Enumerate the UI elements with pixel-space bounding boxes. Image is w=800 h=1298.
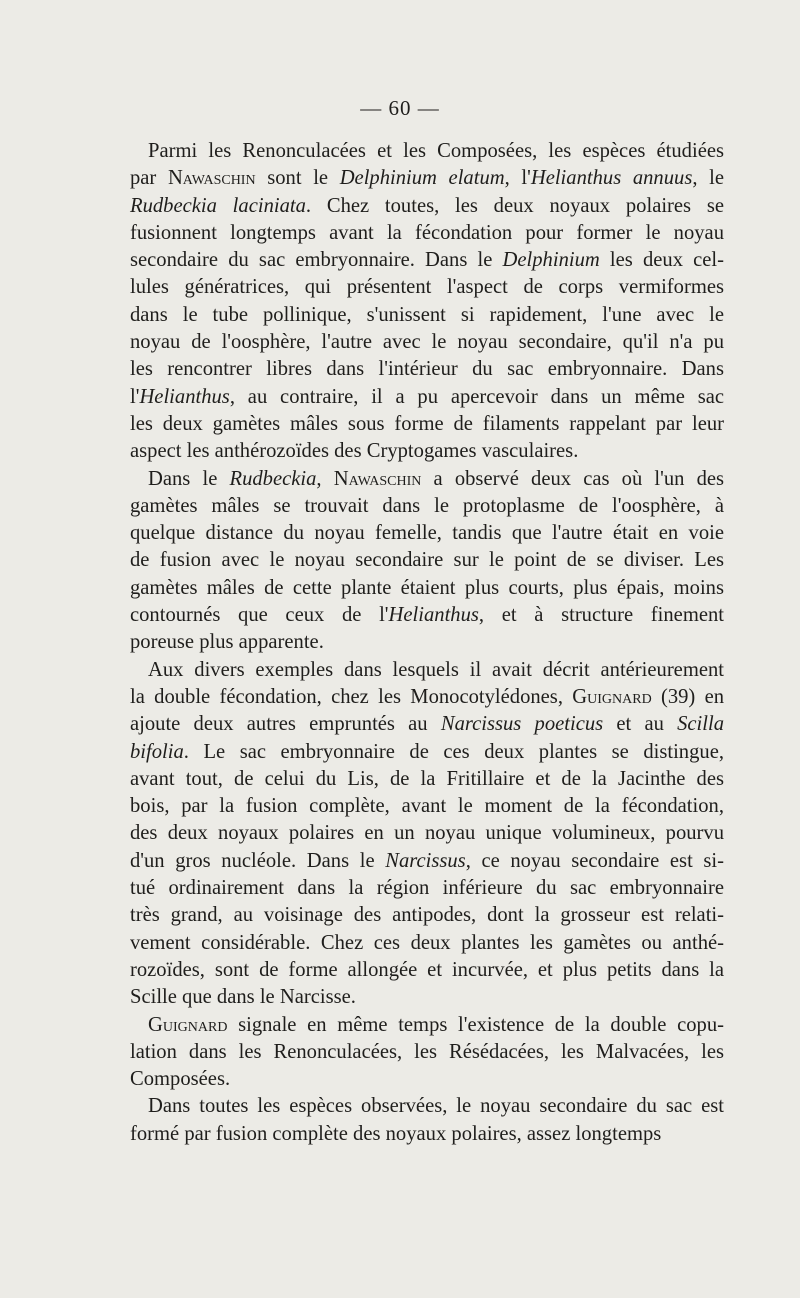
- text-line: de fusion avec le noyau secondaire sur le point de se diviser. Les: [130, 549, 724, 572]
- text-line: poreuse plus apparente.: [130, 631, 324, 654]
- text-line: Parmi les Renonculacées et les Composées, les espèces étudiées: [148, 140, 724, 162]
- text-line: très grand, au voisinage des antipodes, dont la grosseur est relati-: [130, 904, 724, 927]
- text-line: lation dans les Renonculacées, les Résédacées, les Malvacées, les: [130, 1040, 724, 1063]
- text-line: l'Helianthus, au contraire, il a pu apercevoir dans un même sac: [130, 385, 724, 408]
- text-line: dans le tube pollinique, s'unissent si rapidement, l'une avec le: [130, 303, 724, 326]
- text-line: tué ordinairement dans la région inférieure du sac embryonnaire: [130, 877, 724, 900]
- text-line: lules génératrices, qui présentent l'aspect de corps vermiformes: [130, 276, 724, 299]
- text-line: rozoïdes, sont de forme allongée et incurvée, et plus petits dans la: [130, 958, 724, 981]
- text-line: noyau de l'oosphère, l'autre avec le noyau secondaire, qu'il n'a pu: [130, 331, 724, 354]
- body-text: [130, 138, 724, 1148]
- text-line: Rudbeckia laciniata. Chez toutes, les deux noyaux polaires se: [130, 194, 724, 217]
- text-line: Composées.: [130, 1068, 231, 1091]
- text-line: fusionnent longtemps avant la fécondation pour former le noyau: [130, 221, 724, 244]
- text-line: la double fécondation, chez les Monocotylédones, Guignard (39) en: [130, 685, 725, 708]
- text-line: Aux divers exemples dans lesquels il avait décrit antérieurement: [148, 658, 724, 681]
- text-line: d'un gros nucléole. Dans le Narcissus, ce noyau secondaire est si-: [130, 849, 724, 872]
- text-line: Dans le Rudbeckia, Nawaschin a observé deux cas où l'un des: [148, 467, 725, 490]
- text-line: Scille que dans le Narcisse.: [130, 986, 356, 1009]
- page-number: — 60 —: [360, 96, 440, 120]
- text-line: vement considérable. Chez ces deux plantes les gamètes ou anthé-: [130, 931, 724, 954]
- text-line: ajoute deux autres empruntés au Narcissus poeticus et au Scilla: [130, 713, 725, 736]
- text-line: secondaire du sac embryonnaire. Dans le Delphinium les deux cel-: [130, 249, 724, 272]
- text-line: gamètes mâles se trouvait dans le protoplasme de l'oosphère, à: [130, 494, 724, 517]
- text-line: avant tout, de celui du Lis, de la Fritillaire et de la Jacinthe des: [130, 767, 724, 790]
- text-line: bois, par la fusion complète, avant le moment de la fécondation,: [130, 795, 724, 818]
- text-line: bifolia. Le sac embryonnaire de ces deux plantes se distingue,: [130, 740, 724, 763]
- text-line: contournés que ceux de l'Helianthus, et à structure finement: [130, 604, 724, 627]
- text-line: Guignard signale en même temps l'existence de la double copu-: [148, 1013, 724, 1036]
- text-line: quelque distance du noyau femelle, tandis que l'autre était en voie: [130, 522, 724, 545]
- text-line: Dans toutes les espèces observées, le noyau secondaire du sac est: [148, 1095, 724, 1118]
- text-line: gamètes mâles de cette plante étaient plus courts, plus épais, moins: [130, 576, 724, 599]
- text-line: formé par fusion complète des noyaux polaires, assez longtemps: [130, 1122, 662, 1145]
- text-line: des deux noyaux polaires en un noyau unique volumineux, pourvu: [130, 822, 724, 845]
- text-line: les rencontrer libres dans l'intérieur du sac embryonnaire. Dans: [130, 358, 724, 381]
- text-line: aspect les anthérozoïdes des Cryptogames vasculaires.: [130, 440, 579, 463]
- text-line: les deux gamètes mâles sous forme de filaments rappelant par leur: [130, 412, 724, 435]
- text-line: par Nawaschin sont le Delphinium elatum, l'Helianthus annuus, le: [130, 167, 724, 190]
